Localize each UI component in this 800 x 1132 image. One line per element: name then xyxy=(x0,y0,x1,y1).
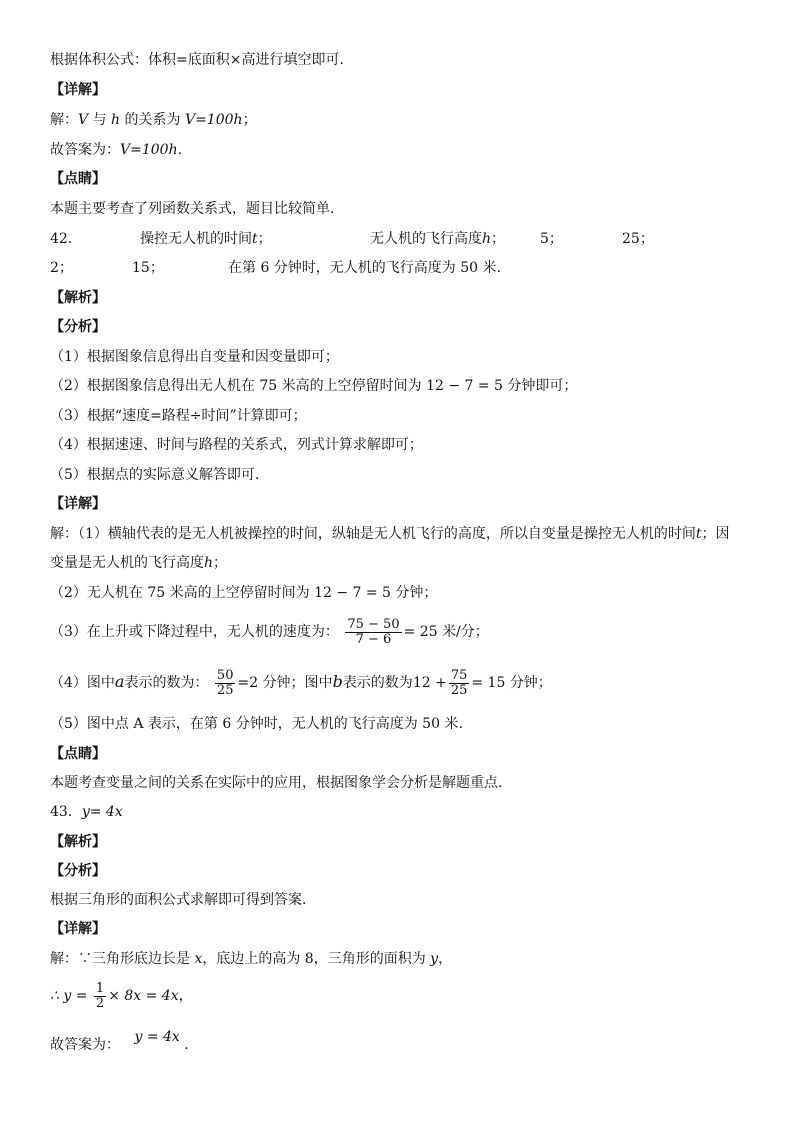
text-line: （4）根据速速、时间与路程的关系式，列式计算求解即可； xyxy=(50,437,423,453)
text-line: 解：（1）横轴代表的是无人机被操控的时间，纵轴是无人机飞行的高度，所以自变量是操控无人机的时间t；因 xyxy=(50,526,730,542)
section-heading-fenxi: 【分析】 xyxy=(50,319,106,335)
text-line: （2）无人机在 75 米高的上空停留时间为 12 − 7 = 5 分钟； xyxy=(50,585,438,601)
text-line: （2）根据图象信息得出无人机在 75 米高的上空停留时间为 12 − 7 = 5 分钟即可； xyxy=(50,378,578,394)
text-line: 故答案为：V=100h. xyxy=(50,142,183,158)
section-heading-detail: 【详解】 xyxy=(50,496,106,512)
text-line: （5）根据点的实际意义解答即可. xyxy=(50,467,260,483)
fraction: $\frac{50}{25}$ xyxy=(216,667,234,698)
text-line: 根据体积公式：体积=底面积×高进行填空即可. xyxy=(50,52,344,68)
text-line: （3）在上升或下降过程中，无人机的速度为： $\frac{75 - 50}{7 - 6}$ = 25 米/分； xyxy=(50,616,489,647)
section-heading-analysis: 【解析】 xyxy=(50,290,106,306)
text-line: 解：∵三角形底边长是 x，底边上的高为 8，三角形的面积为 y， xyxy=(50,951,453,967)
section-heading-detail: 【详解】 xyxy=(50,82,106,98)
question-43-answer: 43．y= 4x xyxy=(50,804,123,820)
text-line: 变量是无人机的飞行高度h； xyxy=(50,555,228,571)
fraction: $\frac{75}{25}$ xyxy=(450,667,468,698)
question-42-answers: 42． 操控无人机的时间t； 无人机的飞行高度h； 5； 25； xyxy=(50,231,654,247)
section-heading-analysis: 【解析】 xyxy=(50,834,106,850)
text-line: 本题主要考查了列函数关系式，题目比较简单. xyxy=(50,201,335,217)
section-heading-fenxi: 【分析】 xyxy=(50,863,106,879)
text-line: 根据三角形的面积公式求解即可得到答案. xyxy=(50,892,307,908)
text-line: （3）根据“速度=路程÷时间”计算即可； xyxy=(50,408,307,424)
question-number: 43． xyxy=(50,804,82,820)
text-line: 本题考查变量之间的关系在实际中的应用，根据图象学会分析是解题重点. xyxy=(50,775,503,791)
section-heading-comment: 【点睛】 xyxy=(50,171,106,187)
section-heading-comment: 【点睛】 xyxy=(50,746,106,762)
question-number: 42． xyxy=(50,231,82,247)
text-line: ∴ y = $\frac{1}{2}$ × 8x = 4x， xyxy=(50,980,193,1011)
section-heading-detail: 【详解】 xyxy=(50,921,106,937)
fraction: $\frac{75 - 50}{7 - 6}$ xyxy=(347,616,400,647)
question-42-answers-cont: 2； 15； 在第 6 分钟时，无人机的飞行高度为 50 米. xyxy=(50,260,501,276)
text-line: （4）图中a表示的数为： $\frac{50}{25}$ =2 分钟；图中b表示的数为12 + $\frac{75}{25}$ = 15 分钟； xyxy=(50,667,552,698)
fraction: $\frac{1}{2}$ xyxy=(95,980,105,1011)
text-line: （1）根据图象信息得出自变量和因变量即可； xyxy=(50,349,339,365)
text-line: 故答案为： y = 4x . xyxy=(50,1029,189,1053)
text-line: （5）图中点 A 表示，在第 6 分钟时，无人机的飞行高度为 50 米. xyxy=(50,716,463,732)
text-line: 解：V 与 h 的关系为 V=100h； xyxy=(50,112,257,128)
